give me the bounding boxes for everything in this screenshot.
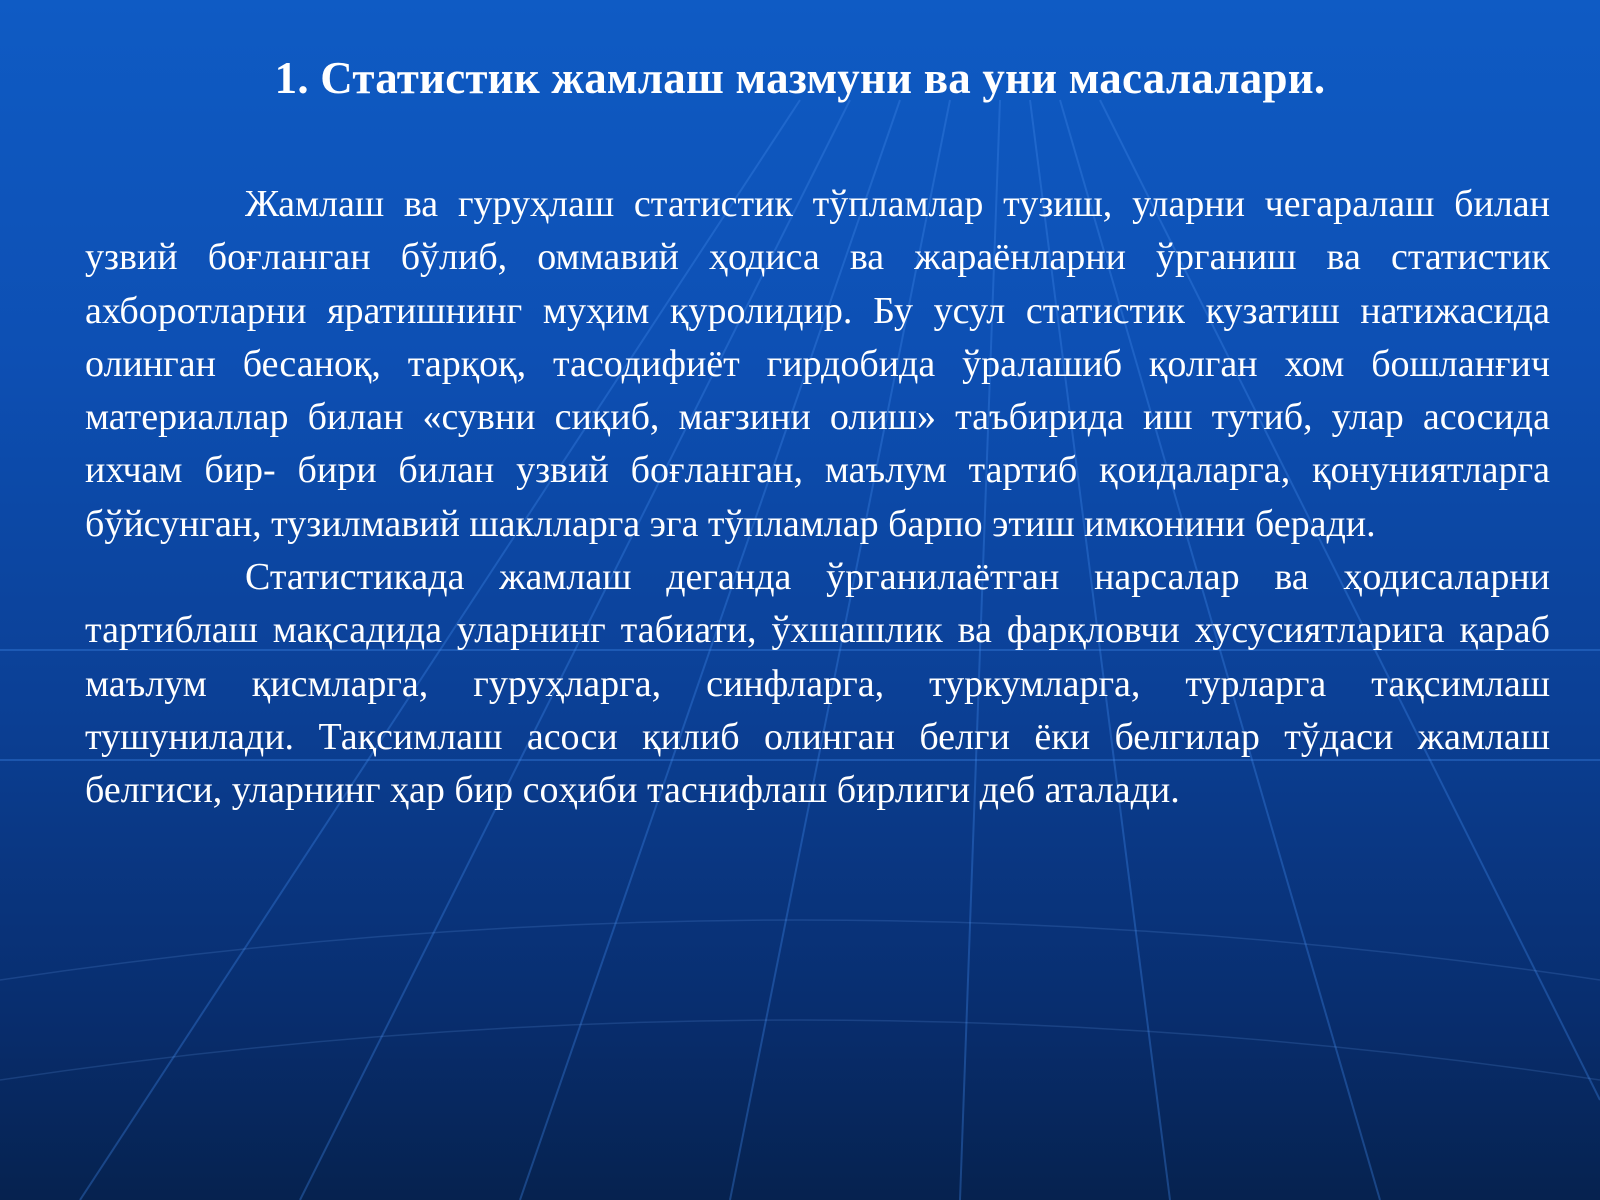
body-paragraph-1: Жамлаш ва гуруҳлаш статистик тўпламлар тузиш, уларни чегаралаш билан узвий боғланган бўлиб, оммавий ҳодиса ва жараёнларни ўрганиш ва статистик ахборотларни яратишнинг муҳим қуролидир. Бу усул статистик кузатиш натижасида олинган бесаноқ, тарқоқ, тасодифиёт гирдобида ўралашиб қолган хом бошланғич материаллар билан «сувни сиқиб, мағзини олиш» таъбирида иш тутиб, улар асосида ихчам бир- бири билан узвий боғланган, маълум тартиб қоидаларга, қонуниятларга бўйсунган, тузилмавий шаклларга эга тўпламлар барпо этиш имконини беради.: [85, 183, 1550, 545]
slide-title: 1. Статистик жамлаш мазмуни ва уни масалалари.: [274, 53, 1326, 103]
body-paragraph-2: Статистикада жамлаш деганда ўрганилаётган нарсалар ва ҳодисаларни тартиблаш мақсадида уларнинг табиати, ўхшашлик ва фарқловчи хусусиятларига қараб маълум қисмларга, гуруҳларга, синфларга, туркумларга, турларга тақсимлаш тушунилади. Тақсимлаш асоси қилиб олинган белги ёки белгилар тўдаси жамлаш белгиси, уларнинг ҳар бир соҳиби таснифлаш бирлиги деб аталади.: [85, 556, 1550, 812]
slide-body: [85, 178, 1550, 818]
